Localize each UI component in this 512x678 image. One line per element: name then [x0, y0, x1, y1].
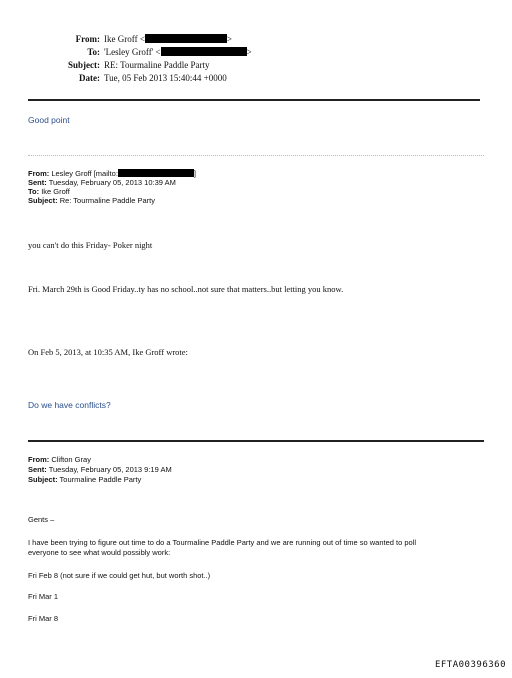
header-date-value: Tue, 05 Feb 2013 15:40:44 +0000 [104, 73, 227, 83]
msg2-subject-value: Re: Tourmaline Paddle Party [59, 196, 156, 205]
msg3-greeting: Gents – [28, 515, 55, 524]
quoted-question: Do we have conflicts? [28, 400, 111, 410]
msg2-from-end: ] [193, 169, 196, 178]
header-date-label: Date: [79, 73, 100, 83]
msg3-sent-row [28, 465, 172, 474]
header-to-value [104, 46, 252, 58]
header-to-label: To: [87, 47, 100, 57]
header-from-label: From: [75, 34, 100, 44]
msg2-to-label: To: [28, 187, 40, 196]
msg2-sent-label: Sent: [28, 178, 47, 187]
header-divider [28, 99, 480, 101]
msg2-from-value: Lesley Groff [mailto: [51, 169, 118, 178]
redaction-box [145, 34, 227, 43]
header-to-end: > [246, 47, 252, 57]
redaction-box [161, 47, 247, 56]
header-from-name: Ike Groff < [104, 34, 145, 44]
header-date-row [0, 72, 100, 84]
msg2-subject-row [28, 196, 155, 205]
msg2-line1: you can't do this Friday- Poker night [28, 240, 153, 250]
message-divider [28, 440, 484, 442]
msg3-from-value: Clifton Gray [51, 455, 91, 464]
msg2-from-row [28, 169, 196, 178]
header-subject-label: Subject: [68, 60, 100, 70]
header-subject-value: RE: Tourmaline Paddle Party [104, 60, 210, 70]
msg2-from-label: From: [28, 169, 50, 178]
msg3-option2: Fri Mar 1 [28, 592, 58, 601]
msg3-body-line2: everyone to see what would possibly work: [28, 548, 171, 557]
header-subject-row [0, 59, 100, 71]
msg3-subject-row [28, 475, 141, 484]
redaction-box [118, 169, 194, 177]
msg2-line3: On Feb 5, 2013, at 10:35 AM, Ike Groff wrote: [28, 347, 188, 357]
reply-text: Good point [28, 115, 70, 125]
dotted-divider [28, 155, 484, 156]
msg2-sent-row [28, 178, 176, 187]
header-from-end: > [226, 34, 232, 44]
msg3-option1: Fri Feb 8 (not sure if we could get hut, but worth shot..) [28, 571, 211, 580]
msg2-line2: Fri. March 29th is Good Friday..ty has no school..not sure that matters..but letting you know. [28, 284, 344, 294]
msg2-sent-value: Tuesday, February 05, 2013 10:39 AM [48, 178, 176, 187]
msg3-subject-label: Subject: [28, 475, 58, 484]
msg2-subject-label: Subject: [28, 196, 58, 205]
msg3-sent-label: Sent: [28, 465, 47, 474]
document-id: EFTA00396360 [434, 660, 506, 670]
header-from-value [104, 33, 232, 45]
msg3-body-line1: I have been trying to figure out time to do a Tourmaline Paddle Party and we are running out of time so wanted to poll [28, 538, 417, 547]
msg2-to-row [28, 187, 70, 196]
msg2-to-value: Ike Groff [41, 187, 70, 196]
msg3-subject-value: Tourmaline Paddle Party [59, 475, 142, 484]
msg3-from-label: From: [28, 455, 50, 464]
header-to-name: 'Lesley Groff' < [104, 47, 161, 57]
msg3-from-row [28, 455, 91, 464]
header-to-row [0, 46, 100, 58]
msg3-option3: Fri Mar 8 [28, 614, 58, 623]
msg3-sent-value: Tuesday, February 05, 2013 9:19 AM [48, 465, 172, 474]
header-from-row [0, 33, 100, 45]
